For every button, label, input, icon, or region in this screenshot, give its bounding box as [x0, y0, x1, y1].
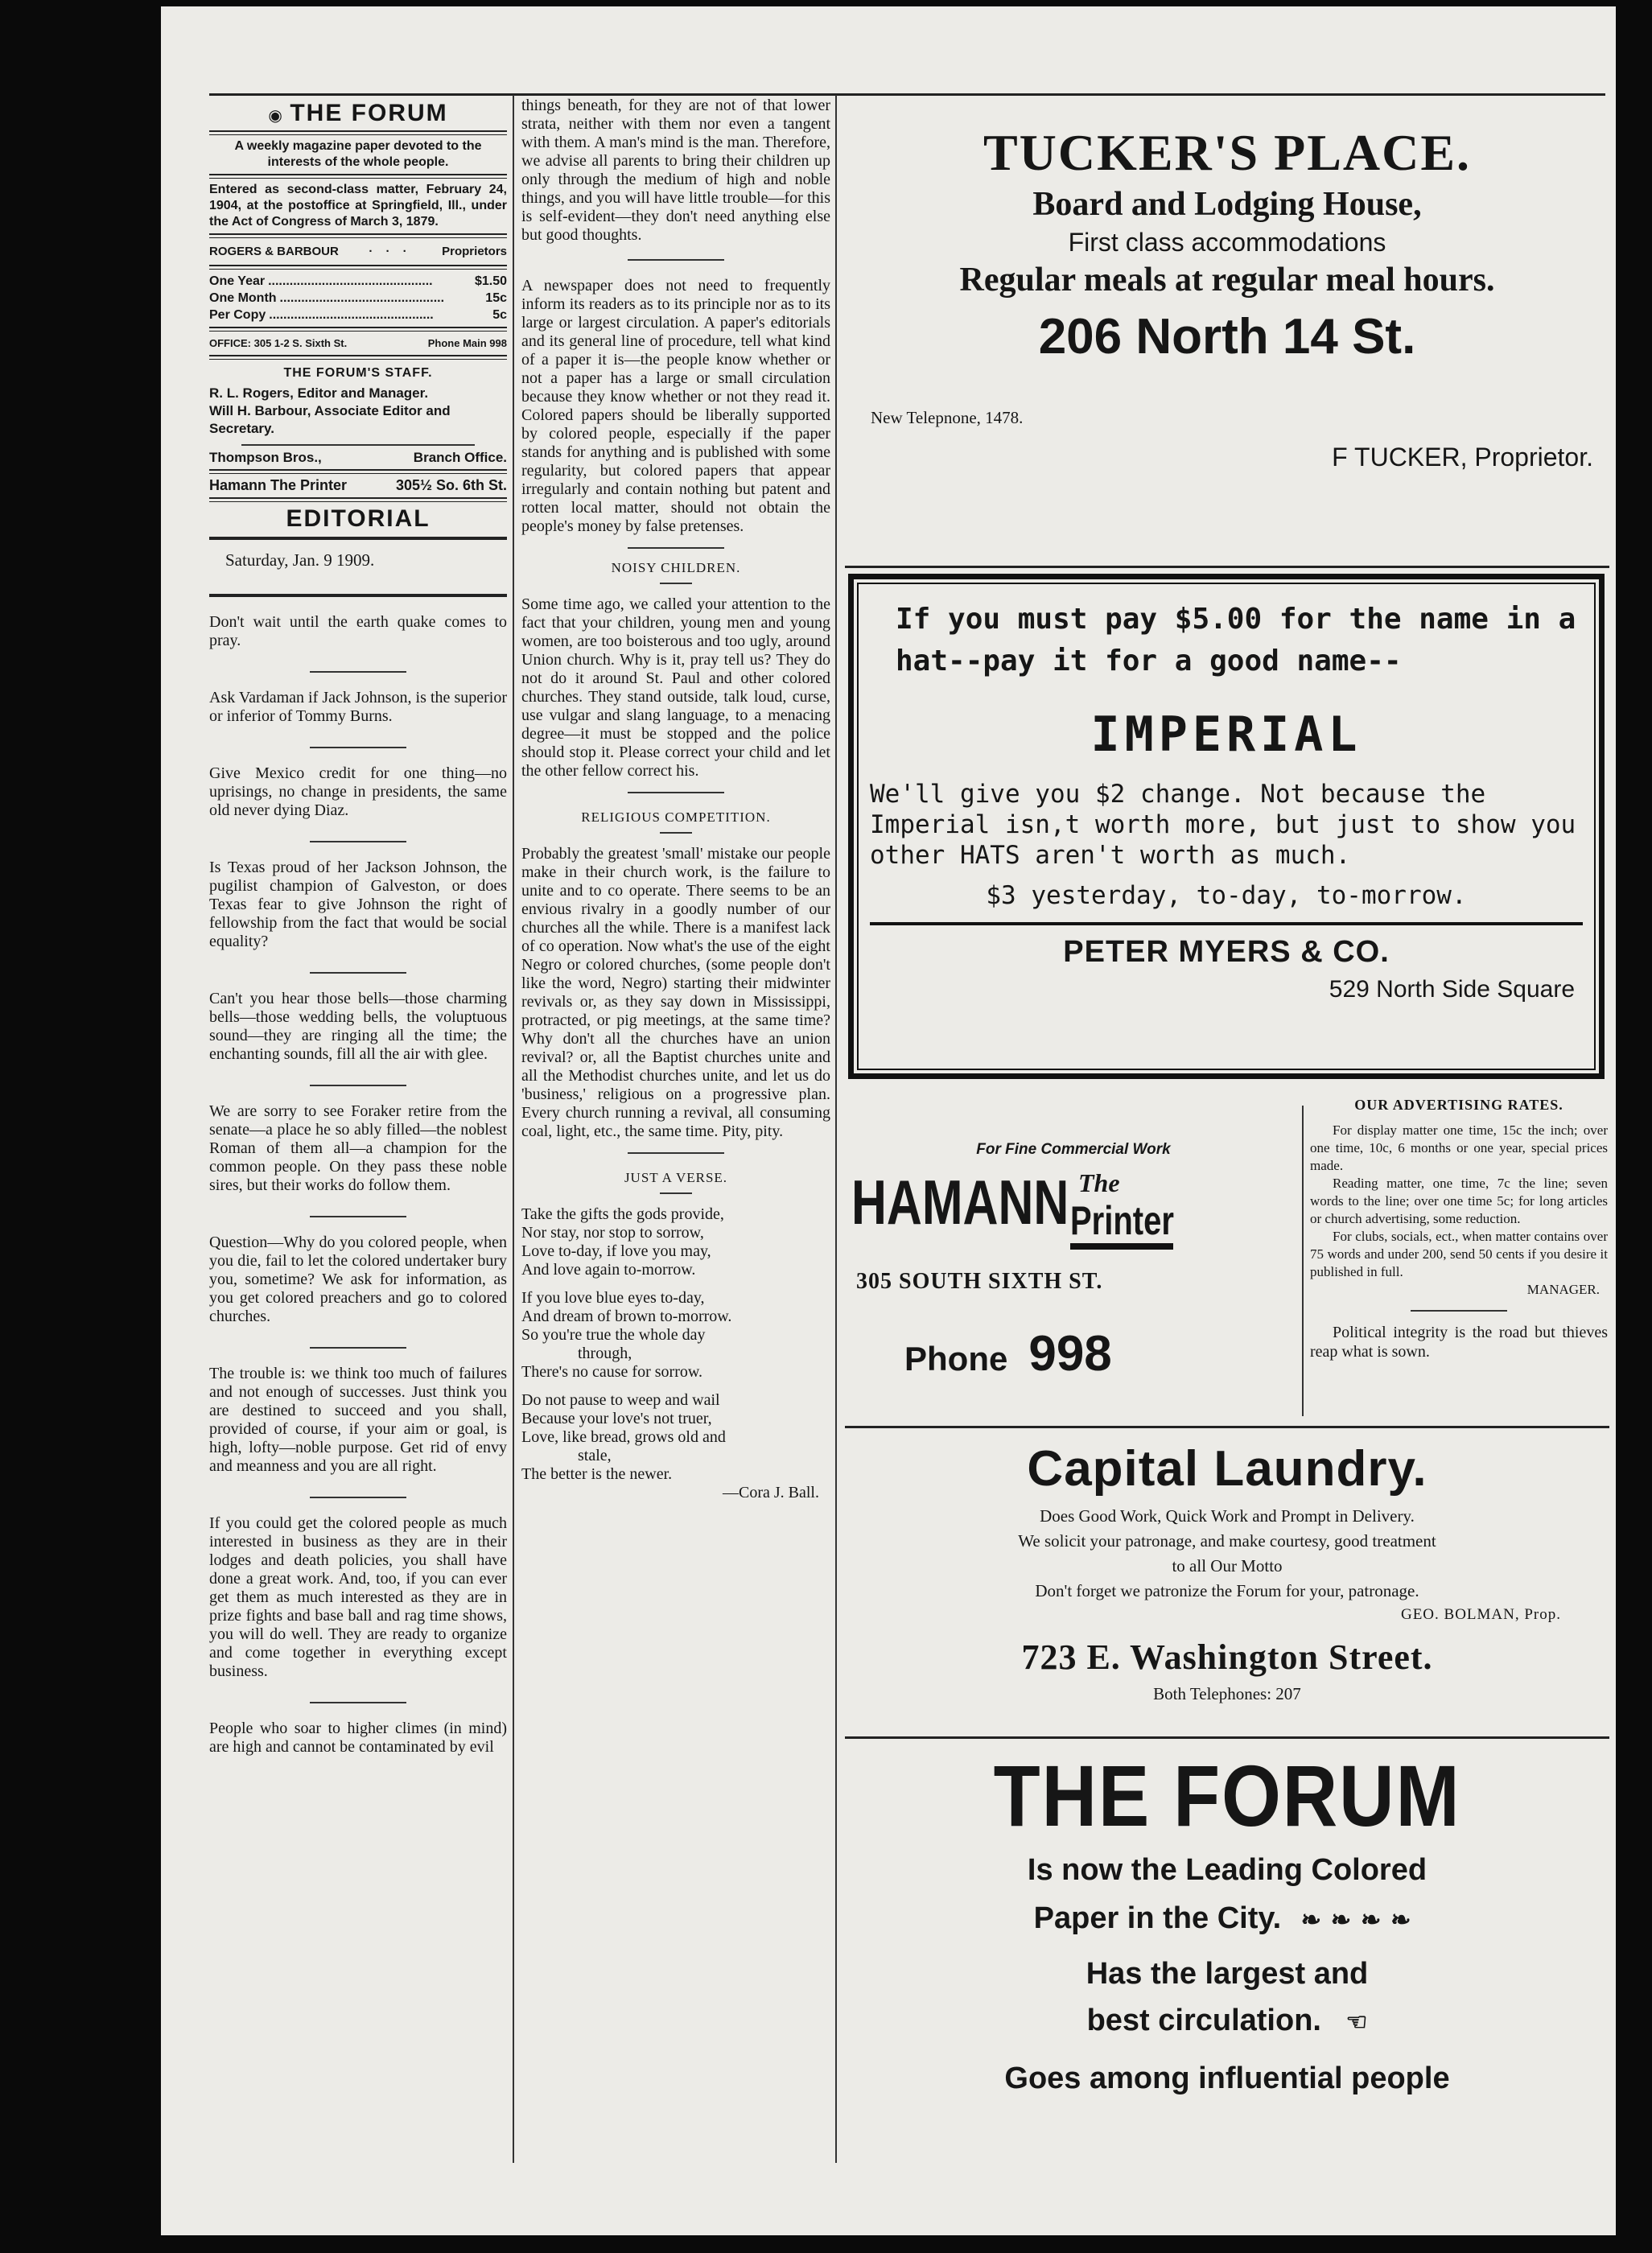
verse-line: Do not pause to weep and wail — [521, 1391, 720, 1409]
divider — [209, 355, 507, 360]
heading-dash — [660, 832, 692, 834]
verse-line: And dream of brown to-morrow. — [521, 1308, 732, 1325]
printer-row — [209, 477, 507, 494]
staff-member: Will H. Barbour, Associate Editor and Secretary. — [209, 403, 451, 436]
smudged-line — [241, 444, 475, 446]
staff-heading: THE FORUM'S STAFF. — [283, 366, 433, 380]
tucker-telephone: New Telepnone, 1478. — [871, 408, 1024, 427]
hamann-ad — [848, 1085, 1299, 1423]
verse-line: Nor stay, nor stop to sorrow, — [521, 1224, 704, 1242]
short-divider — [628, 259, 724, 261]
hamann-tag: For Fine Commercial Work — [976, 1141, 1171, 1158]
office-phone: Phone Main 998 — [427, 337, 507, 349]
divider — [209, 497, 507, 502]
branch-label: Branch Office. — [413, 450, 507, 465]
imperial-address: 529 North Side Square — [1329, 976, 1575, 1003]
laundry-ad — [845, 1435, 1609, 1705]
short-divider — [310, 1347, 406, 1349]
ad-rates — [1310, 1097, 1608, 1361]
tucker-proprietor: F TUCKER, Proprietor. — [1332, 443, 1593, 472]
forum-ad-line4-row — [845, 1998, 1609, 2045]
branch-name: Thompson Bros., — [209, 450, 322, 465]
ad-rule — [1302, 1106, 1304, 1416]
rate-row: One Month .............................................. 15c — [209, 291, 507, 305]
imperial-prices: $3 yesterday, to-day, to-morrow. — [986, 881, 1467, 910]
imperial-rule — [870, 922, 1583, 925]
heading-dash — [660, 1192, 692, 1194]
divider — [209, 233, 507, 238]
column-2 — [521, 97, 830, 1502]
tucker-sub3: Regular meals at regular meal hours. — [959, 262, 1495, 299]
religious-competition-heading: RELIGIOUS COMPETITION. — [581, 809, 771, 825]
imperial-line1: If you must pay $5.00 for the name in a hat--pay it for a good name-- — [896, 603, 1576, 678]
rate-price: 15c — [485, 291, 507, 305]
forum-ad-line3: Has the largest and — [1086, 1957, 1369, 1991]
laundry-title: Capital Laundry. — [1027, 1441, 1427, 1497]
short-divider — [310, 1497, 406, 1498]
rate-label: One Month — [209, 291, 277, 305]
ad-rates-heading: OUR ADVERTISING RATES. — [1354, 1097, 1563, 1113]
rate-row: Per Copy .............................................. 5c — [209, 308, 507, 322]
short-divider — [1411, 1310, 1507, 1312]
short-divider — [310, 1702, 406, 1703]
hamann-phone-number: 998 — [1028, 1326, 1112, 1382]
short-divider — [628, 547, 724, 549]
printer-name: Hamann The Printer — [209, 477, 348, 493]
imperial-body: We'll give you $2 change. Not because the Imperial isn,t worth more, but just to show you other HATS aren't worth as much. — [870, 780, 1576, 870]
editorial-paragraph: We are sorry to see Foraker retire from the senate—a place he so ably filled—the noblest Roman of them all—a champion for the common people. On they pass these noble sires, but their works do follow them. — [209, 1102, 507, 1194]
office-address: OFFICE: 305 1-2 S. Sixth St. — [209, 337, 348, 349]
hamann-the: The — [1078, 1168, 1120, 1197]
forum-ad-line5: Goes among influential people — [1004, 2061, 1450, 2095]
continued-paragraph: things beneath, for they are not of that lower strata, neither with them nor even a tangent with them. A man's mind is the man. Therefore, we advise all parents to bring their children up only through the medium of high and noble things, and you will have little trouble—for this is self-evident—they don't need anything else but good thoughts. — [521, 97, 830, 244]
imperial-brand: IMPERIAL — [1090, 706, 1362, 763]
laundry-line1: Does Good Work, Quick Work and Prompt in Delivery. — [1040, 1506, 1415, 1526]
verse-line: If you love blue eyes to-day, — [521, 1289, 705, 1307]
ad-rates-p1: For display matter one time, 15c the inch; over one time, 10c, 6 months or one year, special prices made. — [1310, 1122, 1608, 1173]
short-divider — [310, 841, 406, 842]
verse-line: The better is the newer. — [521, 1465, 673, 1483]
verse-line: There's no cause for sorrow. — [521, 1363, 702, 1381]
divider — [209, 174, 507, 179]
editorial-paragraph: The trouble is: we think too much of failures and not enough of successes. Just think you are destined to succeed and you shall, provided of course, if your aim or goal, is high, lofty—noble purpose. Get rid of envy and meanness and you are all right. — [209, 1365, 507, 1475]
office-row — [209, 335, 507, 352]
column-1 — [209, 95, 507, 1777]
divider — [209, 265, 507, 270]
tucker-sub2: First class accommodations — [1068, 228, 1386, 257]
rate-row: One Year .............................................. $1.50 — [209, 274, 507, 288]
verse-line: Take the gifts the gods provide, — [521, 1205, 724, 1223]
divider — [845, 1736, 1609, 1739]
newspaper-page — [161, 6, 1616, 2235]
short-divider — [628, 1152, 724, 1154]
staff-member: R. L. Rogers, Editor and Manager. — [209, 385, 429, 401]
laundry-phones: Both Telephones: 207 — [1153, 1684, 1301, 1703]
editorial-paragraph: Ask Vardaman if Jack Johnson, is the superior or inferior of Tommy Burns. — [209, 689, 507, 725]
ad-rates-p2: Reading matter, one time, 7c the line; seven words to the line; over one time 5c; for long articles or church advertising, some reduction. — [1310, 1176, 1608, 1226]
laundry-line4: Don't forget we patronize the Forum for your, patronage. — [1035, 1581, 1419, 1600]
motto: Political integrity is the road but thieves reap what is sown. — [1310, 1324, 1608, 1361]
hamann-address: 305 SOUTH SIXTH ST. — [856, 1269, 1103, 1294]
short-divider — [628, 792, 724, 793]
publishers-row: ROGERS & BARBOUR · · · Proprietors — [209, 245, 507, 258]
short-divider — [310, 972, 406, 974]
editorial-paragraph: Give Mexico credit for one thing—no uprisings, no change in presidents, the same old never dying Diaz. — [209, 764, 507, 819]
verse-gap — [521, 1279, 830, 1289]
verse-heading: JUST A VERSE. — [624, 1170, 728, 1185]
imperial-company: PETER MYERS & CO. — [1063, 935, 1390, 969]
verse-line: stale, — [578, 1447, 612, 1464]
newspaper-paragraph: A newspaper does not need to frequently inform its readers as to its principle nor as to its large or largest circulation. A paper's editorials and its general line of procedure, tell what kind of a paper it is—the people know whether or not a paper has a large or small circulation because they know whether or not they read it. Colored papers should be liberally supported by colored people, especially if the paper stands for anything and is published with some regularity, but colored papers that appear irregularly and contain nothing but patent and rotten local matter, should not obtain the people's money by false pretenses. — [521, 277, 830, 535]
ad-rates-signature: MANAGER. — [1526, 1282, 1600, 1297]
tucker-title: TUCKER'S PLACE. — [983, 124, 1472, 181]
masthead-rule — [209, 130, 507, 135]
noisy-children-heading: NOISY CHILDREN. — [611, 560, 741, 575]
rate-label: Per Copy — [209, 308, 266, 322]
editorial-paragraph: Don't wait until the earth quake comes to pray. — [209, 613, 507, 649]
column-rule-1 — [513, 95, 514, 2163]
proprietors-label: Proprietors — [442, 245, 507, 258]
noisy-children-text: Some time ago, we called your attention to the fact that your children, young men and young women, are too boisterous and too ugly, around Union church. Why is it, pray tell us? They do not do it around St. Paul and other colored churches. They stand outside, talk loud, curse, use vulgar and slang language, to a menacing degree—it must be stopped and the police should stop it. Please correct your child and let the other fellow correct his. — [521, 595, 830, 780]
forum-ad-line1: Is now the Leading Colored — [1027, 1853, 1427, 1887]
branch-row — [209, 449, 507, 466]
short-divider — [310, 671, 406, 673]
hamann-phone-label: Phone — [904, 1340, 1008, 1378]
editorial-paragraph: If you could get the colored people as much interested in business as they are in their lodges and death policies, you shall have done a great work. And, too, if you can ever get them as much interested as they are in prize fights and base ball and rag time shows, you will do well. They are ready to organize and come together in everything except business. — [209, 1514, 507, 1680]
laundry-prop: GEO. BOLMAN, Prop. — [1400, 1606, 1561, 1623]
divider — [845, 566, 1609, 568]
tucker-sub1: Board and Lodging House, — [1032, 186, 1422, 223]
laundry-address: 723 E. Washington Street. — [1021, 1637, 1433, 1677]
tagline: A weekly magazine paper devoted to the interests of the whole people. — [234, 139, 482, 169]
rate-price: 5c — [492, 308, 507, 322]
editorial-paragraph: People who soar to higher climes (in mind) are high and cannot be contaminated by evil — [209, 1720, 507, 1756]
tucker-address: 206 North 14 St. — [1038, 309, 1416, 365]
divider — [845, 1426, 1609, 1428]
heading-dash — [660, 583, 692, 584]
verse-gap — [521, 1382, 830, 1391]
verse-line: Love, like bread, grows old and — [521, 1428, 726, 1446]
divider — [209, 327, 507, 332]
verse — [521, 1205, 830, 1502]
printer-address: 305½ So. 6th St. — [395, 477, 507, 493]
column-rule-2 — [835, 95, 837, 2163]
editorial-paragraph: Can't you hear those bells—those charming bells—those wedding bells, the voluptuous sound—they are ringing all the time; the enchanting sounds, fill all the air with glee. — [209, 990, 507, 1063]
rate-price: $1.50 — [474, 274, 507, 288]
issue-date: Saturday, Jan. 9 1909. — [225, 550, 375, 570]
hand-pointer-icon: ☜ — [1345, 2009, 1368, 2036]
forum-ad-title: THE FORUM — [993, 1747, 1461, 1844]
editorial-rule — [209, 537, 507, 540]
divider — [209, 469, 507, 474]
laundry-line2: We solicit your patronage, and make courtesy, good treatment — [1018, 1531, 1436, 1551]
short-divider — [310, 747, 406, 748]
forum-ad-line4: best circulation. — [1086, 2004, 1321, 2037]
verse-line: Because your love's not truer, — [521, 1410, 712, 1427]
rate-label: One Year — [209, 274, 266, 288]
masthead: ◉ THE FORUM — [268, 100, 448, 126]
forum-ad-line2-row — [845, 1894, 1609, 1945]
leaf-ornaments-icon: ❧❧❧❧ — [1300, 1907, 1421, 1934]
editorial-paragraph: Question—Why do you colored people, when you die, fail to let the colored undertaker bury you, sometime? We ask for information, as you get colored preachers and go to colored churches. — [209, 1234, 507, 1325]
forum-ad — [845, 1746, 1609, 2105]
editorial-heading: EDITORIAL — [286, 505, 431, 532]
religious-competition-text: Probably the greatest 'small' mistake our people make in their church work, is the failure to unite and to co operate. There seems to be an envious rivalry in a goodly number of our churches all the while. There is a manifest lack of co operation. Now what's the use of the eight Negro or colored churches, (some people don't like the word, Negro) starting their midwinter revivals or, as they say down in Mississippi, protracted, or pig meetings, at the same time? Why don't all the churches have an union revival? or, all the Baptist churches unite and all the Methodist churches unite, and let us do 'business,' religious on a progressive plan. Every church running a revival, all consuming coal, light, etc., the same time. Pity, pity. — [521, 845, 830, 1140]
verse-line: So you're true the whole day — [521, 1326, 706, 1344]
verse-line: Love to-day, if love you may, — [521, 1242, 711, 1260]
editorial-paragraph: Is Texas proud of her Jackson Johnson, the pugilist champion of Galveston, or does Texas fear to give Johnson the right of fellowship from the fact that would be social equality? — [209, 859, 507, 950]
entered-notice: Entered as second-class matter, February 24, 1904, at the postoffice at Springfield, Ill., under the Act of Congress of March 3, 1879. — [209, 183, 507, 229]
divider — [209, 594, 507, 597]
publishers: ROGERS & BARBOUR — [209, 245, 339, 258]
verse-line: And love again to-morrow. — [521, 1261, 696, 1279]
laundry-line3: to all Our Motto — [1172, 1556, 1283, 1575]
ad-rates-p3: For clubs, socials, ect., when matter contains over 75 words and under 200, send 50 cents if you desire it published in full. — [1310, 1229, 1608, 1279]
verse-line: through, — [578, 1345, 632, 1362]
forum-ad-line2: Paper in the City. — [1033, 1901, 1282, 1935]
hamann-printer: Printer — [1070, 1198, 1173, 1250]
tuckers-ad — [845, 123, 1609, 472]
hamann-name: HAMANN — [851, 1167, 1069, 1238]
verse-author: —Cora J. Ball. — [723, 1484, 819, 1501]
short-divider — [310, 1085, 406, 1086]
imperial-ad — [848, 574, 1605, 1079]
short-divider — [310, 1216, 406, 1217]
